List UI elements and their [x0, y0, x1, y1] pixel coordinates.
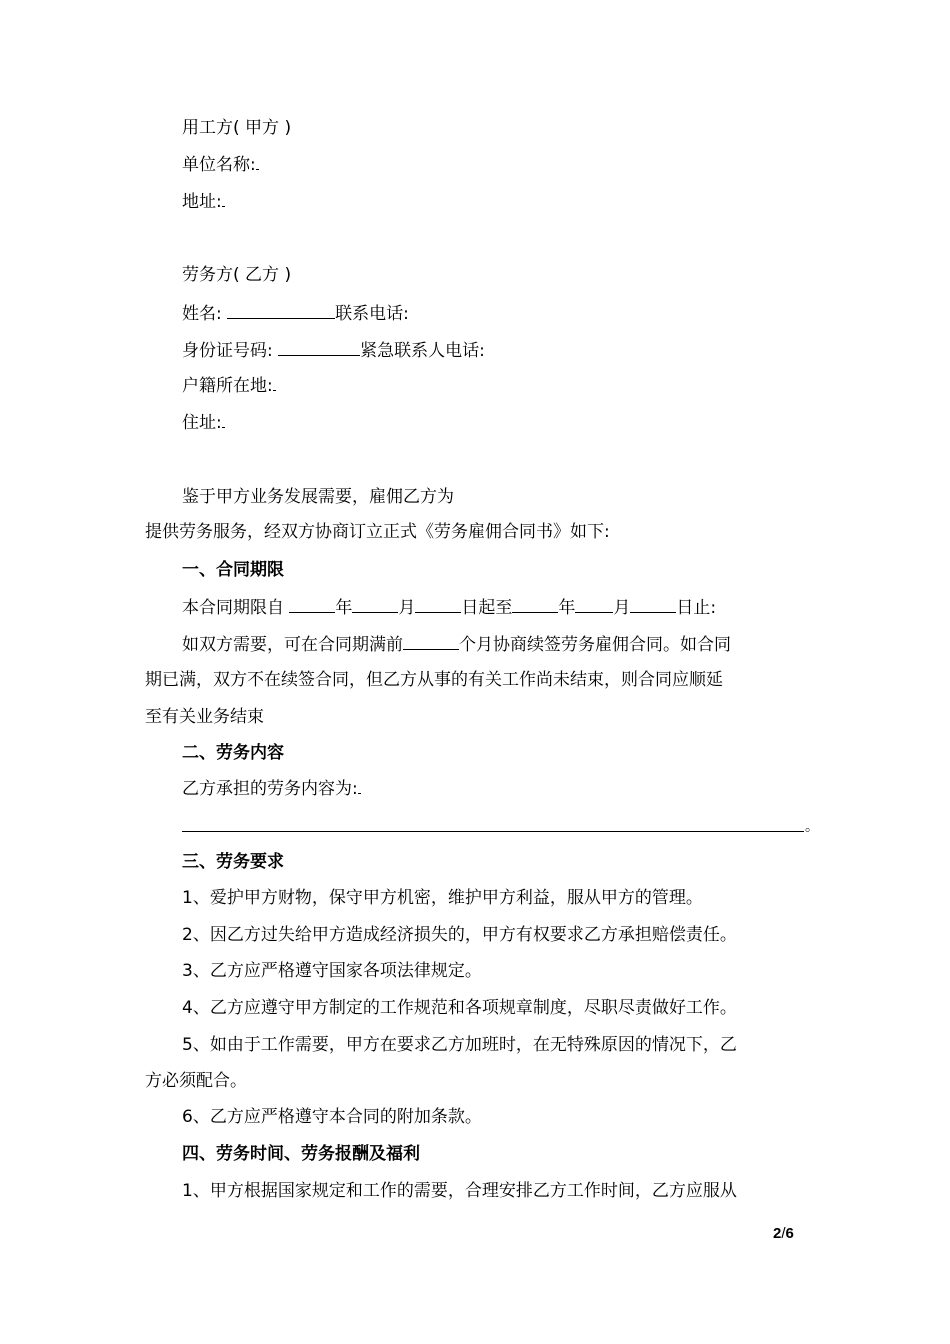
requirement-item-2: 2、因乙方过失给甲方造成经济损失的，甲方有权要求乙方承担赔偿责任。 — [182, 925, 737, 945]
unit-name-blank — [256, 153, 259, 170]
renewal-line-2: 期已满，双方不在续签合同，但乙方从事的有关工作尚未结束，则合同应顺延 — [145, 670, 723, 690]
service-content-end-mark: 。 — [805, 819, 819, 835]
residence-blank — [222, 411, 225, 428]
section4-heading: 四、劳务时间、劳务报酬及福利 — [182, 1144, 420, 1164]
requirement-item-3: 3、乙方应严格遵守国家各项法律规定。 — [182, 961, 482, 981]
month-label-2: 月 — [613, 598, 631, 618]
id-number-blank — [278, 337, 360, 356]
year-label-2: 年 — [558, 598, 576, 618]
unit-name-field — [182, 153, 259, 177]
section3-heading: 三、劳务要求 — [182, 852, 284, 872]
address-label: 地址: — [182, 192, 222, 212]
work-time-item-1: 1、甲方根据国家规定和工作的需要，合理安排乙方工作时间，乙方应服从 — [182, 1181, 737, 1201]
requirement-item-5-line-2: 方必须配合。 — [145, 1071, 247, 1091]
party-b-title: 劳务方( 乙方 ) — [182, 265, 292, 285]
requirement-item-1: 1、爱护甲方财物，保守甲方机密，维护甲方利益，服从甲方的管理。 — [182, 888, 703, 908]
section1-heading: 一、合同期限 — [182, 560, 284, 580]
unit-name-label: 单位名称: — [182, 155, 256, 175]
start-month-blank — [352, 594, 398, 613]
month-label: 月 — [398, 598, 416, 618]
requirement-item-4: 4、乙方应遵守甲方制定的工作规范和各项规章制度，尽职尽责做好工作。 — [182, 998, 737, 1018]
start-year-blank — [289, 594, 335, 613]
renewal-months-blank — [403, 631, 459, 650]
intro-line-2: 提供劳务服务，经双方协商订立正式《劳务雇佣合同书》如下: — [145, 522, 610, 542]
name-phone-row — [182, 300, 409, 326]
party-a-title: 用工方( 甲方 ) — [182, 118, 292, 138]
requirement-item-5-line-1: 5、如由于工作需要，甲方在要求乙方加班时，在无特殊原因的情况下，乙 — [182, 1035, 737, 1055]
end-day-blank — [630, 594, 676, 613]
section2-heading: 二、劳务内容 — [182, 743, 284, 763]
page-number — [773, 1225, 794, 1242]
requirement-item-6: 6、乙方应严格遵守本合同的附加条款。 — [182, 1107, 482, 1127]
residence-label: 住址: — [182, 413, 222, 433]
start-day-blank — [415, 594, 461, 613]
residence-field — [182, 411, 225, 435]
renewal-line-1 — [182, 631, 731, 657]
hukou-blank — [273, 374, 276, 391]
address-blank — [222, 190, 225, 207]
renewal-line-3: 至有关业务结束 — [145, 707, 264, 727]
id-number-label: 身份证号码: — [182, 341, 279, 361]
name-label: 姓名: — [182, 304, 228, 324]
emergency-phone-label: 紧急联系人电话: — [360, 341, 485, 361]
renewal-text-a: 如双方需要，可在合同期满前 — [182, 635, 403, 655]
id-emergency-row — [182, 337, 485, 363]
page-separator: / — [781, 1225, 786, 1242]
total-pages: 6 — [785, 1225, 794, 1242]
phone-label: 联系电话: — [335, 304, 409, 324]
name-blank — [227, 300, 335, 319]
service-content-field — [182, 777, 361, 801]
address-field — [182, 190, 225, 214]
end-month-blank — [575, 594, 613, 613]
day-end-label: 日止: — [676, 598, 717, 618]
intro-line-1: 鉴于甲方业务发展需要，雇佣乙方为 — [182, 487, 454, 507]
service-content-blank — [358, 777, 361, 794]
year-label: 年 — [335, 598, 353, 618]
renewal-text-b: 个月协商续签劳务雇佣合同。如合同 — [459, 635, 731, 655]
term-prefix: 本合同期限自 — [182, 598, 290, 618]
hukou-field — [182, 374, 276, 398]
current-page: 2 — [773, 1225, 782, 1242]
service-content-rule — [182, 831, 804, 832]
service-content-label: 乙方承担的劳务内容为: — [182, 779, 358, 799]
contract-term-row — [182, 594, 716, 620]
day-start-label: 日起至 — [461, 598, 513, 618]
end-year-blank — [512, 594, 558, 613]
hukou-label: 户籍所在地: — [182, 376, 273, 396]
